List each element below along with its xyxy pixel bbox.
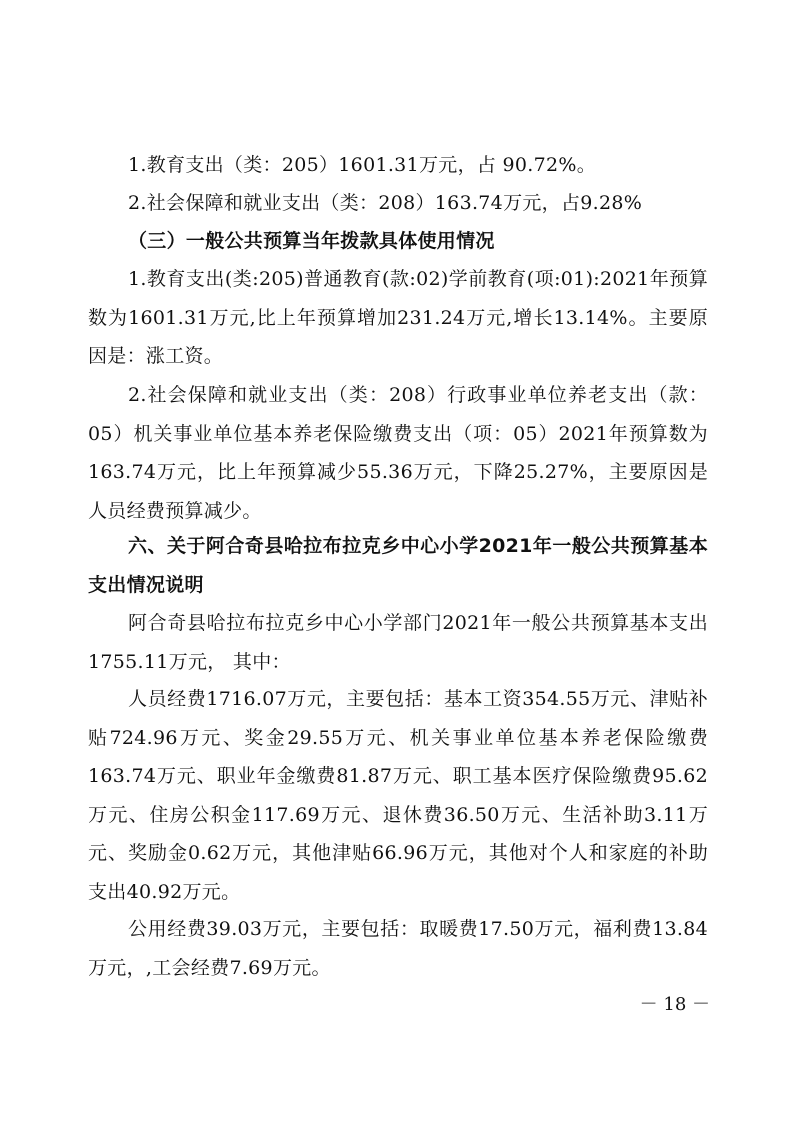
paragraph-public-expenses: 公用经费39.03万元，主要包括：取暖费17.50万元，福利费13.84万元，,工会经费7.69万元。 [88,918,708,979]
paragraph-social-security-allocation: 2.社会保障和就业支出（类：208）行政事业单位养老支出（款：05）机关事业单位基本养老保险缴费支出（项：05）2021年预算数为163.74万元，比上年预算减少55.36万元，下降25.27%，主要原因是人员经费预算减少。 [88,384,708,522]
section-heading-allocation-usage: （三）一般公共预算当年拨款具体使用情况 [128,230,495,252]
paragraph-social-security-expense: 2.社会保障和就业支出（类：208）163.74万元，占9.28% [128,192,643,214]
page-number: － 18 － [639,994,710,1015]
paragraph-personnel-expenses: 人员经费1716.07万元，主要包括：基本工资354.55万元、津贴补贴724.96万元、奖金29.55万元、机关事业单位基本养老保险缴费163.74万元、职业年金缴费81.87万元、职工基本医疗保险缴费95.62万元、住房公积金117.69万元、退休费36.50万元、生活补助3.11万元、奖励金0.62万元，其他津贴66.96万元，其他对个人和家庭的补助支出40.92万元。 [88,688,708,903]
paragraph-education-allocation: 1.教育支出(类:205)普通教育(款:02)学前教育(项:01):2021年预算数为1601.31万元,比上年预算增加231.24万元,增长13.14%。主要原因是：涨工资。 [88,268,708,367]
paragraph-basic-expenditure-total: 阿合奇县哈拉布拉克乡中心小学部门2021年一般公共预算基本支出1755.11万元， 其中： [88,612,708,673]
paragraph-education-expense: 1.教育支出（类：205）1601.31万元，占 90.72%。 [128,154,597,176]
section-heading-basic-expenditure: 六、关于阿合奇县哈拉布拉克乡中心小学2021年一般公共预算基本支出情况说明 [88,535,708,596]
